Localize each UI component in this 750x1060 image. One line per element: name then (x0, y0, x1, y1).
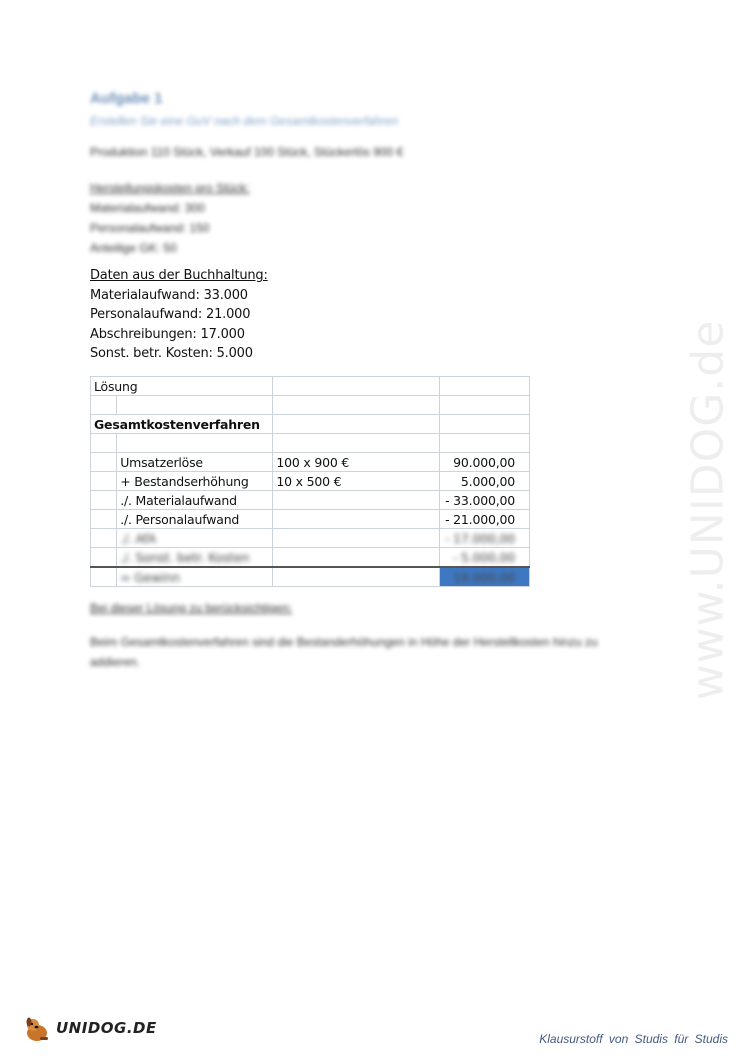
task-title: Aufgabe 1 (90, 90, 163, 107)
note-title: Bei dieser Lösung zu berücksichtigen: (90, 601, 293, 615)
production-line: Produktion 110 Stück, Verkauf 100 Stück, Stückerlös 900 € (90, 145, 404, 159)
solution-table (90, 376, 530, 587)
note-text: Beim Gesamtkostenverfahren sind die Bestanderhöhungen in Höhe der Herstellkosten hinzu zu addieren. (90, 635, 598, 669)
row-value: - 5.000,00 (452, 549, 515, 565)
herstellkosten-heading: Herstellungskosten pro Stück: (90, 181, 250, 195)
table-row (91, 472, 530, 491)
row-label: ./. Personalaufwand (117, 510, 273, 529)
herstellkosten-line: Materialaufwand: 300 (90, 201, 205, 215)
total-value-cell (440, 567, 530, 587)
row-value: - 21.000,00 (440, 510, 530, 529)
buchhaltung-line: Personalaufwand: 21.000 (90, 307, 251, 322)
buchhaltung-block (90, 266, 268, 364)
table-row (91, 529, 530, 548)
footer-tagline: Klausurstoff von Studis für Studis (539, 1032, 728, 1046)
total-value: 19.000,00 (453, 569, 515, 585)
table-row-total (91, 567, 530, 587)
herstellkosten-block (90, 178, 249, 258)
total-label: = Gewinn (120, 569, 180, 585)
herstellkosten-line: Personalaufwand: 150 (90, 221, 210, 235)
watermark-text: www.UNIDOG.de (682, 319, 734, 701)
row-value: 5.000,00 (440, 472, 530, 491)
table-row (91, 491, 530, 510)
row-value: - 17.000,00 (445, 530, 515, 546)
footer-logo (22, 1013, 157, 1043)
table-row (91, 510, 530, 529)
buchhaltung-line: Abschreibungen: 17.000 (90, 326, 245, 342)
row-label: ./. AfA (120, 530, 156, 546)
footer-logo-text: UNIDOG.DE (56, 1019, 157, 1037)
buchhaltung-heading: Daten aus der Buchhaltung: (90, 268, 268, 283)
section-title: Gesamtkostenverfahren (91, 415, 273, 434)
task-subtitle: Erstellen Sie eine GuV nach dem Gesamtkostenverfahren (90, 114, 399, 128)
buchhaltung-line: Sonst. betr. Kosten: 5.000 (90, 346, 253, 361)
row-factor: 100 x 900 € (273, 453, 440, 472)
solution-label: Lösung (91, 377, 273, 396)
row-label: + Bestandserhöhung (117, 472, 273, 491)
row-factor: 10 x 500 € (273, 472, 440, 491)
table-row (91, 548, 530, 568)
table-row (91, 396, 530, 415)
buchhaltung-line: Materialaufwand: 33.000 (90, 287, 248, 303)
row-label: Umsatzerlöse (117, 453, 273, 472)
row-value: 90.000,00 (440, 453, 530, 472)
row-label: ./. Sonst. betr. Kosten (120, 549, 250, 565)
table-row (91, 415, 530, 434)
dog-mascot-icon (22, 1013, 52, 1043)
table-row (91, 434, 530, 453)
table-row (91, 377, 530, 396)
herstellkosten-line: Anteilige GK: 50 (90, 241, 177, 255)
table-row (91, 453, 530, 472)
row-label: ./. Materialaufwand (117, 491, 273, 510)
row-value: - 33.000,00 (440, 491, 530, 510)
